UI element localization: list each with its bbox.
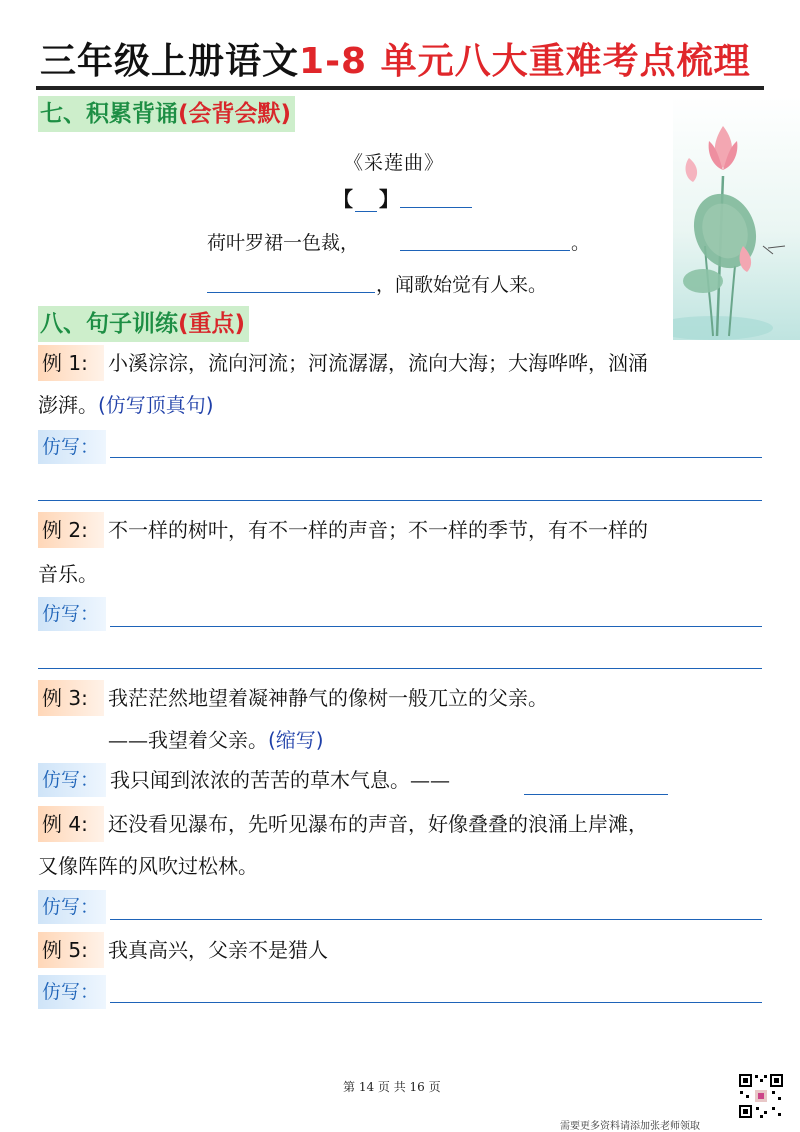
bracket-close: 】: [379, 187, 399, 211]
section-8-name: 句子训练: [86, 311, 178, 337]
section-8-tag: (重点): [178, 311, 246, 337]
author-fill-blank[interactable]: [355, 191, 377, 212]
example-2-text: 不一样的树叶，有不一样的声音；不一样的季节，有不一样的: [108, 518, 648, 542]
example-3-imitate-text: 我只闻到浓浓的苦苦的草木气息。——: [110, 768, 450, 792]
section-7-heading: [38, 96, 295, 132]
example-1-text: 小溪淙淙，流向河流；河流潺潺，流向大海；大海哗哗，汹涌: [108, 351, 648, 375]
title-topic: 1-8 单元八大重难考点梳理: [299, 41, 751, 82]
poem-line-1: 荷叶罗裙一色裁，: [207, 232, 360, 254]
example-5-label: 例 5:: [38, 932, 104, 968]
example-2-answer-line-1[interactable]: [110, 626, 762, 627]
page-title: [40, 40, 760, 84]
example-4-label: 例 4:: [38, 806, 104, 842]
example-1-label: 例 1:: [38, 345, 104, 381]
example-5-imitate-label: 仿写：: [38, 975, 106, 1009]
poem-line-2: ，闻歌始觉有人来。: [376, 274, 548, 296]
bracket-open: 【: [333, 187, 353, 211]
example-1-text-end: 澎湃。: [38, 393, 98, 417]
example-3-imitate-label: 仿写：: [38, 763, 106, 797]
poem-title: 《采莲曲》: [344, 152, 445, 174]
footer-note: 需要更多资料请添加张老师领取: [560, 1121, 700, 1132]
example-3-answer-blank[interactable]: [524, 794, 668, 795]
example-4-answer-line[interactable]: [110, 919, 762, 920]
title-underline: [36, 86, 764, 90]
lotus-illustration: [673, 96, 800, 340]
section-7-name: 积累背诵: [86, 101, 178, 127]
example-4-imitate-label: 仿写：: [38, 890, 106, 924]
example-3-result: ——我望着父亲。: [108, 728, 268, 752]
qr-code-icon: [738, 1073, 784, 1119]
example-1-answer-line-1[interactable]: [110, 457, 762, 458]
section-8-heading: [38, 306, 249, 342]
example-3-note: (缩写): [268, 728, 324, 752]
poem-line-1-blank[interactable]: [400, 250, 570, 251]
example-2-text-end: 音乐。: [38, 562, 98, 586]
example-4-text: 还没看见瀑布，先听见瀑布的声音，好像叠叠的浪涌上岸滩，: [108, 812, 648, 836]
example-1-imitate-label: 仿写：: [38, 430, 106, 464]
title-grade: 三年级上册语文: [40, 41, 300, 82]
example-5-answer-line[interactable]: [110, 1002, 762, 1003]
example-3-text-cont: [108, 722, 324, 758]
poem-author-blank: [333, 183, 399, 212]
poem-line-1-end: 。: [571, 232, 591, 254]
example-2-label: 例 2:: [38, 512, 104, 548]
section-7-number: 七、: [40, 101, 86, 127]
example-5-text: 我真高兴，父亲不是猎人: [108, 938, 328, 962]
section-7-tag: (会背会默): [178, 101, 292, 127]
example-3-text: 我茫茫然地望着凝神静气的像树一般兀立的父亲。: [108, 686, 548, 710]
example-1-text-cont: [38, 387, 214, 423]
dynasty-fill-blank[interactable]: [400, 207, 472, 208]
section-8-number: 八、: [40, 311, 86, 337]
example-3-label: 例 3:: [38, 680, 104, 716]
example-1-answer-line-2[interactable]: [38, 500, 762, 501]
poem-line-2-blank[interactable]: [207, 292, 375, 293]
example-1-note: (仿写顶真句): [98, 393, 214, 417]
example-2-imitate-label: 仿写：: [38, 597, 106, 631]
page-number: 第 14 页 共 16 页: [343, 1080, 441, 1094]
example-4-text-end: 又像阵阵的风吹过松林。: [38, 854, 258, 878]
example-2-answer-line-2[interactable]: [38, 668, 762, 669]
